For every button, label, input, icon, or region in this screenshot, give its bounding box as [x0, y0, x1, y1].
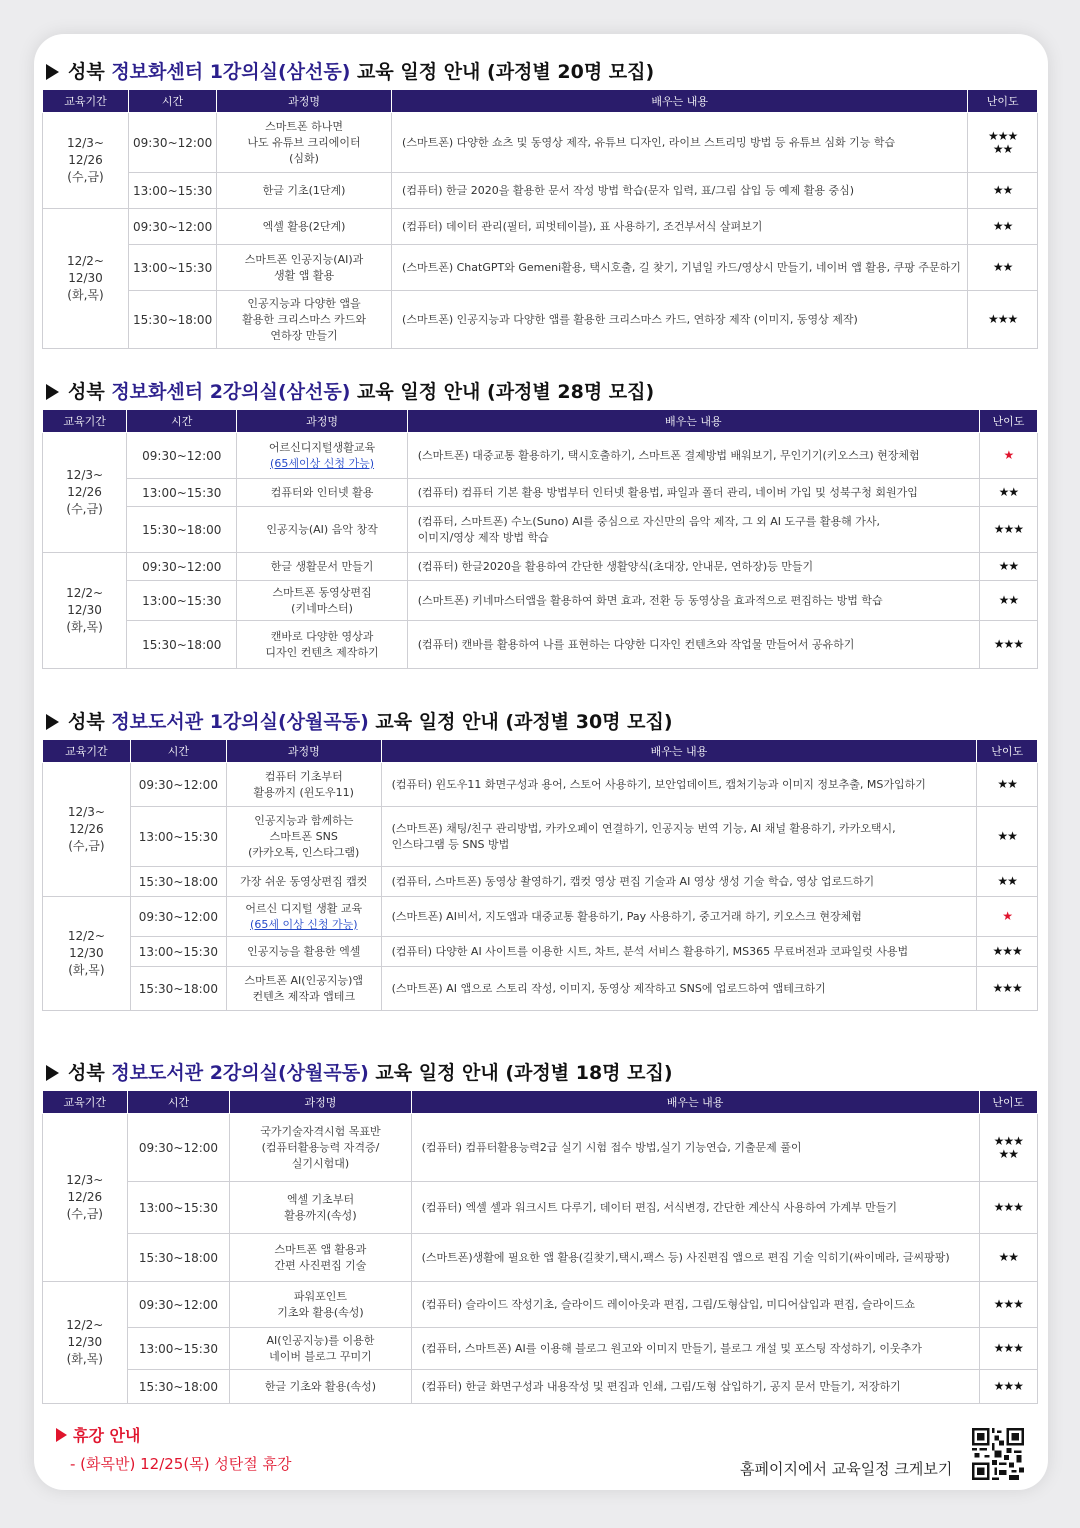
table-row	[43, 867, 1038, 897]
difficulty-stars: ★★	[998, 1250, 1019, 1264]
course-name: 캔바로 다양한 영상과 디자인 컨텐츠 제작하기	[265, 629, 379, 659]
content-cell: (컴퓨터) 캔바를 활용하여 나를 표현하는 다양한 디자인 컨텐츠와 작업물 만들어서 공유하기	[407, 621, 979, 669]
content-cell: (컴퓨터) 한글 2020을 활용한 문서 작성 방법 학습(문자 입력, 표/그림 삽입 등 예제 활용 중심)	[392, 173, 968, 209]
column-header: 교육기간	[43, 1091, 128, 1114]
level-cell	[979, 1234, 1037, 1282]
title-prefix: 성북	[68, 711, 112, 733]
title-suffix: 교육 일정 안내 (과정별 28명 모집)	[350, 381, 655, 403]
holiday-notice	[56, 1424, 292, 1476]
time-cell: 15:30~18:00	[127, 507, 237, 553]
section-info-center-room2	[42, 375, 1038, 669]
table-row	[43, 113, 1038, 173]
table-row	[43, 173, 1038, 209]
content-cell: (컴퓨터, 스마트폰) AI를 이용해 블로그 원고와 이미지 만들기, 블로그 개설 및 포스팅 작성하기, 이웃추가	[411, 1328, 979, 1370]
course-name: 컴퓨터 기초부터 활용까지 (윈도우11)	[253, 769, 354, 799]
content-cell: (스마트폰) 채팅/친구 관리방법, 카카오페이 연결하기, 인공지능 번역 기능, AI 채널 활용하기, 카카오택시, 인스타그램 등 SNS 방법	[381, 807, 977, 867]
table-row	[43, 1328, 1038, 1370]
column-header: 과정명	[230, 1091, 411, 1114]
homepage-link-text[interactable]: 홈페이지에서 교육일정 크게보기	[740, 1460, 953, 1478]
section-title	[42, 375, 1038, 409]
course-name: 스마트폰 하나면 나도 유튜브 크리에이터 (심화)	[247, 119, 361, 165]
course-name: 가장 쉬운 동영상편집 캡컷	[240, 874, 368, 888]
column-header: 배우는 내용	[381, 740, 977, 763]
course-cell	[237, 479, 407, 507]
content-cell: (컴퓨터) 한글 화면구성과 내용작성 및 편집과 인쇄, 그림/도형 삽입하기, 공지 문서 만들기, 저장하기	[411, 1370, 979, 1404]
level-cell	[979, 433, 1037, 479]
level-cell	[977, 897, 1038, 937]
time-cell: 09:30~12:00	[128, 209, 216, 245]
level-cell	[977, 867, 1038, 897]
table-row	[43, 807, 1038, 867]
content-cell: (컴퓨터) 슬라이드 작성기초, 슬라이드 레이아웃과 편집, 그림/도형삽입, 미디어삽입과 편집, 슬라이드쇼	[411, 1282, 979, 1328]
schedule-table	[42, 739, 1038, 1011]
difficulty-stars: ★★★	[993, 1297, 1023, 1311]
content-cell: (스마트폰)생활에 필요한 앱 활용(길찾기,택시,팩스 등) 사진편집 앱으로 편집 기술 익히기(싸이메라, 글씨팡팡)	[411, 1234, 979, 1282]
period-cell: 12/3~ 12/26 (수,금)	[43, 763, 131, 897]
time-cell: 13:00~15:30	[127, 581, 237, 621]
course-cell	[230, 1182, 411, 1234]
level-cell	[968, 209, 1038, 245]
title-highlight: 정보도서관 1강의실(상월곡동)	[111, 711, 369, 733]
course-name: 인공지능과 함께하는 스마트폰 SNS (카카오톡, 인스타그램)	[248, 813, 360, 859]
table-row	[43, 967, 1038, 1011]
difficulty-stars: ★★	[997, 777, 1017, 791]
schedule-table	[42, 409, 1038, 669]
course-name: 어르신 디지털 생활 교육	[245, 901, 363, 915]
difficulty-stars: ★★★	[993, 1341, 1023, 1355]
title-suffix: 교육 일정 안내 (과정별 20명 모집)	[350, 61, 655, 83]
content-cell: (스마트폰) 다양한 쇼츠 및 동영상 제작, 유튜브 디자인, 라이브 스트리밍 방법 등 유튜브 심화 기능 학습	[392, 113, 968, 173]
column-header: 난이도	[968, 90, 1038, 113]
course-name: AI(인공지능)를 이용한 네이버 블로그 꾸미기	[266, 1333, 375, 1363]
difficulty-stars: ★★★	[992, 981, 1022, 995]
content-cell: (컴퓨터) 윈도우11 화면구성과 용어, 스토어 사용하기, 보안업데이트, 캡처기능과 이미지 정보추출, MS가입하기	[381, 763, 977, 807]
difficulty-stars: ★★★ ★★	[988, 128, 1018, 156]
table-row	[43, 479, 1038, 507]
table-row	[43, 291, 1038, 349]
table-row	[43, 507, 1038, 553]
period-cell: 12/2~ 12/30 (화,목)	[43, 897, 131, 1011]
time-cell: 15:30~18:00	[130, 967, 226, 1011]
content-cell: (컴퓨터, 스마트폰) 동영상 촬영하기, 캡컷 영상 편집 기술과 AI 영상 생성 기술 학습, 영상 업로드하기	[381, 867, 977, 897]
course-name: 한글 기초(1단계)	[262, 183, 346, 197]
time-cell: 15:30~18:00	[130, 867, 226, 897]
content-cell: (컴퓨터) 한글2020을 활용하여 간단한 생활양식(초대장, 안내문, 연하장)등 만들기	[407, 553, 979, 581]
content-cell: (컴퓨터, 스마트폰) 수노(Suno) AI를 중심으로 자신만의 음악 제작, 그 외 AI 도구를 활용해 가사, 이미지/영상 제작 방법 학습	[407, 507, 979, 553]
level-cell	[968, 245, 1038, 291]
course-cell	[217, 245, 392, 291]
table-header-row	[43, 1091, 1038, 1114]
difficulty-stars: ★★★ ★★	[993, 1133, 1023, 1161]
period-cell: 12/2~ 12/30 (화,목)	[43, 209, 129, 349]
period-cell: 12/3~ 12/26 (수,금)	[43, 1114, 128, 1282]
course-cell	[226, 897, 381, 937]
column-header: 교육기간	[43, 740, 131, 763]
difficulty-stars: ★★★	[992, 944, 1022, 958]
title-prefix: 성북	[68, 61, 112, 83]
column-header: 배우는 내용	[411, 1091, 979, 1114]
course-cell	[226, 967, 381, 1011]
course-name: 스마트폰 인공지능(AI)과 생활 앱 활용	[244, 252, 364, 282]
time-cell: 15:30~18:00	[127, 1234, 230, 1282]
course-cell	[217, 209, 392, 245]
column-header: 과정명	[237, 410, 407, 433]
course-cell	[237, 581, 407, 621]
table-row	[43, 209, 1038, 245]
column-header: 교육기간	[43, 410, 127, 433]
level-cell	[968, 173, 1038, 209]
section-library-room2	[42, 1056, 1038, 1404]
holiday-title	[56, 1424, 292, 1448]
course-cell	[237, 553, 407, 581]
section-title	[42, 705, 1038, 739]
time-cell: 09:30~12:00	[128, 113, 216, 173]
content-cell: (컴퓨터) 엑셀 셀과 워크시트 다루기, 데이터 편집, 서식변경, 간단한 계산식 사용하여 가계부 만들기	[411, 1182, 979, 1234]
column-header: 난이도	[979, 410, 1037, 433]
time-cell: 13:00~15:30	[130, 937, 226, 967]
difficulty-stars: ★★	[992, 260, 1013, 274]
title-prefix: 성북	[68, 1062, 112, 1084]
time-cell: 13:00~15:30	[127, 1328, 230, 1370]
section-title	[42, 55, 1038, 89]
course-cell	[217, 291, 392, 349]
column-header: 난이도	[979, 1091, 1037, 1114]
triangle-icon	[46, 384, 59, 400]
section-title	[42, 1056, 1038, 1090]
course-cell	[226, 937, 381, 967]
course-cell	[230, 1234, 411, 1282]
triangle-icon	[46, 1065, 59, 1081]
course-cell	[237, 621, 407, 669]
table-row	[43, 1370, 1038, 1404]
time-cell: 15:30~18:00	[127, 1370, 230, 1404]
level-cell	[977, 967, 1038, 1011]
period-cell: 12/3~ 12/26 (수,금)	[43, 113, 129, 209]
time-cell: 09:30~12:00	[127, 1114, 230, 1182]
time-cell: 09:30~12:00	[127, 1282, 230, 1328]
course-name: 한글 기초와 활용(속성)	[264, 1379, 377, 1393]
table-header-row	[43, 90, 1038, 113]
column-header: 시간	[127, 1091, 230, 1114]
section-info-center-room1	[42, 55, 1038, 349]
column-header: 배우는 내용	[407, 410, 979, 433]
content-cell: (스마트폰) AI비서, 지도앱과 대중교통 활용하기, Pay 사용하기, 중고거래 하기, 키오스크 현장체험	[381, 897, 977, 937]
time-cell: 09:30~12:00	[130, 763, 226, 807]
course-name: 스마트폰 앱 활용과 간편 사진편집 기술	[274, 1242, 367, 1272]
content-cell: (스마트폰) ChatGPT와 Gemeni활용, 택시호출, 길 찾기, 기념일 카드/영상시 만들기, 네이버 앱 활용, 쿠팡 주문하기	[392, 245, 968, 291]
level-cell	[979, 621, 1037, 669]
course-cell	[230, 1328, 411, 1370]
table-row	[43, 581, 1038, 621]
difficulty-stars: ★★	[997, 829, 1017, 843]
holiday-line: - (화목반) 12/25(목) 성탄절 휴강	[70, 1455, 292, 1473]
level-cell	[979, 1328, 1037, 1370]
table-row	[43, 937, 1038, 967]
course-cell	[217, 113, 392, 173]
content-cell: (컴퓨터) 데이터 관리(필터, 피벗테이블), 표 사용하기, 조건부서식 살펴보기	[392, 209, 968, 245]
course-cell	[226, 807, 381, 867]
level-cell	[979, 1282, 1037, 1328]
schedule-table	[42, 89, 1038, 349]
level-cell	[979, 479, 1037, 507]
course-cell	[237, 507, 407, 553]
title-prefix: 성북	[68, 381, 112, 403]
content-cell: (컴퓨터) 컴퓨터 기본 활용 방법부터 인터넷 활용법, 파일과 폴더 관리, 네이버 가입 및 성북구청 회원가입	[407, 479, 979, 507]
column-header: 배우는 내용	[392, 90, 968, 113]
level-cell	[979, 1370, 1037, 1404]
course-name: 한글 생활문서 만들기	[270, 559, 374, 573]
level-cell	[968, 291, 1038, 349]
difficulty-stars: ★★★	[993, 522, 1024, 536]
eligibility-link[interactable]: (65세이상 신청 가능)	[270, 456, 375, 470]
section-library-room1	[42, 705, 1038, 1011]
column-header: 난이도	[977, 740, 1038, 763]
course-name: 엑셀 활용(2단계)	[262, 219, 346, 233]
course-cell	[230, 1114, 411, 1182]
eligibility-link[interactable]: (65세 이상 신청 가능)	[250, 917, 358, 931]
column-header: 과정명	[217, 90, 392, 113]
difficulty-stars: ★★	[992, 183, 1013, 197]
course-name: 스마트폰 AI(인공지능)앱 컨텐츠 제작과 앱테크	[244, 973, 363, 1003]
difficulty-stars: ★★★	[988, 312, 1018, 326]
level-cell	[968, 113, 1038, 173]
table-row	[43, 553, 1038, 581]
column-header: 시간	[128, 90, 216, 113]
period-cell: 12/2~ 12/30 (화,목)	[43, 553, 127, 669]
table-row	[43, 621, 1038, 669]
period-cell: 12/2~ 12/30 (화,목)	[43, 1282, 128, 1404]
table-row	[43, 1282, 1038, 1328]
level-cell	[977, 807, 1038, 867]
level-cell	[979, 1114, 1037, 1182]
difficulty-stars: ★★	[992, 219, 1013, 233]
table-row	[43, 1114, 1038, 1182]
course-name: 엑셀 기초부터 활용까지(속성)	[284, 1192, 357, 1222]
table-header-row	[43, 410, 1038, 433]
level-cell	[979, 1182, 1037, 1234]
time-cell: 13:00~15:30	[127, 1182, 230, 1234]
time-cell: 09:30~12:00	[127, 433, 237, 479]
course-name: 어르신디지털생활교육	[268, 440, 376, 454]
course-name: 국가기술자격시험 목표반 (컴퓨터활용능력 자격증/ 실기시험대)	[260, 1124, 381, 1170]
table-header-row	[43, 740, 1038, 763]
course-cell	[226, 867, 381, 897]
title-suffix: 교육 일정 안내 (과정별 30명 모집)	[368, 711, 673, 733]
time-cell: 15:30~18:00	[128, 291, 216, 349]
content-cell: (스마트폰) AI 앱으로 스토리 작성, 이미지, 동영상 제작하고 SNS에 업로드하여 앱테크하기	[381, 967, 977, 1011]
time-cell: 13:00~15:30	[130, 807, 226, 867]
schedule-table	[42, 1090, 1038, 1404]
course-name: 인공지능(AI) 음악 창작	[266, 522, 378, 536]
level-cell	[979, 507, 1037, 553]
course-cell	[230, 1282, 411, 1328]
content-cell: (스마트폰) 대중교통 활용하기, 택시호출하기, 스마트폰 결제방법 배워보기, 무인기기(키오스크) 현장체험	[407, 433, 979, 479]
title-suffix: 교육 일정 안내 (과정별 18명 모집)	[368, 1062, 673, 1084]
course-cell	[237, 433, 407, 479]
column-header: 교육기간	[43, 90, 129, 113]
difficulty-stars: ★★	[998, 593, 1019, 607]
content-cell: (스마트폰) 인공지능과 다양한 앱를 활용한 크리스마스 카드, 연하장 제작 (이미지, 동영상 제작)	[392, 291, 968, 349]
time-cell: 09:30~12:00	[127, 553, 237, 581]
course-name: 컴퓨터와 인터넷 활용	[270, 485, 374, 499]
course-name: 인공지능을 활용한 엑셀	[247, 944, 361, 958]
level-cell	[979, 553, 1037, 581]
table-row	[43, 1182, 1038, 1234]
course-cell	[226, 763, 381, 807]
content-cell: (스마트폰) 키네마스터앱을 활용하여 화면 효과, 전환 등 동영상을 효과적으로 편집하는 방법 학습	[407, 581, 979, 621]
title-highlight: 정보도서관 2강의실(상월곡동)	[111, 1062, 369, 1084]
time-cell: 13:00~15:30	[128, 173, 216, 209]
difficulty-stars: ★	[1002, 909, 1013, 923]
table-row	[43, 1234, 1038, 1282]
table-row	[43, 763, 1038, 807]
title-highlight: 정보화센터 1강의실(삼선동)	[111, 61, 351, 83]
time-cell: 13:00~15:30	[127, 479, 237, 507]
difficulty-stars: ★★	[998, 485, 1019, 499]
time-cell: 15:30~18:00	[127, 621, 237, 669]
triangle-icon	[46, 64, 59, 80]
content-cell: (컴퓨터) 컴퓨터활용능력2급 실기 시험 접수 방법,실기 기능연습, 기출문제 풀이	[411, 1114, 979, 1182]
course-name: 스마트폰 동영상편집 (키네마스터)	[272, 585, 372, 615]
column-header: 과정명	[226, 740, 381, 763]
holiday-title-text: 휴강 안내	[73, 1426, 141, 1445]
title-highlight: 정보화센터 2강의실(삼선동)	[111, 381, 351, 403]
table-row	[43, 245, 1038, 291]
course-cell	[230, 1370, 411, 1404]
time-cell: 13:00~15:30	[128, 245, 216, 291]
level-cell	[979, 581, 1037, 621]
triangle-icon	[56, 1428, 67, 1442]
difficulty-stars: ★	[1003, 448, 1014, 462]
difficulty-stars: ★★★	[993, 1200, 1023, 1214]
qr-code-icon[interactable]	[972, 1428, 1024, 1480]
column-header: 시간	[130, 740, 226, 763]
triangle-icon	[46, 714, 59, 730]
course-name: 인공지능과 다양한 앱을 활용한 크리스마스 카드와 연하장 만들기	[242, 296, 366, 342]
level-cell	[977, 763, 1038, 807]
course-name: 파워포인트 기초와 활용(속성)	[277, 1289, 364, 1319]
column-header: 시간	[127, 410, 237, 433]
difficulty-stars: ★★	[997, 874, 1017, 888]
table-row	[43, 897, 1038, 937]
course-cell	[217, 173, 392, 209]
content-cell: (컴퓨터) 다양한 AI 사이트를 이용한 시트, 차트, 분석 서비스 활용하기, MS365 무료버전과 코파일럿 사용법	[381, 937, 977, 967]
period-cell: 12/3~ 12/26 (수,금)	[43, 433, 127, 553]
difficulty-stars: ★★	[998, 559, 1019, 573]
table-row	[43, 433, 1038, 479]
difficulty-stars: ★★★	[993, 637, 1024, 651]
time-cell: 09:30~12:00	[130, 897, 226, 937]
level-cell	[977, 937, 1038, 967]
difficulty-stars: ★★★	[993, 1379, 1023, 1393]
